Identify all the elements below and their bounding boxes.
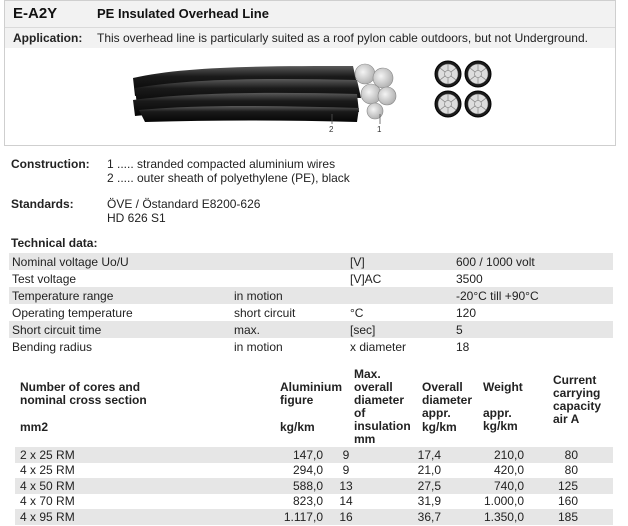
tech-value: 600 / 1000 volt [453, 253, 613, 270]
tech-param: Nominal voltage Uo/U [9, 253, 231, 270]
construction-item-2: 2 ..... outer sheath of polyethylene (PE), black [107, 171, 350, 185]
header-max-diameter: Max. overall diameter of insulation mm [354, 367, 411, 446]
tech-condition: in motion [231, 287, 347, 304]
cell-cores: 2 x 25 RM [15, 447, 165, 463]
cell-overall: 36,7 [369, 509, 441, 525]
tech-value: 120 [456, 305, 477, 320]
technical-data-table [9, 253, 613, 355]
cell-maxdia: 13 [323, 478, 369, 494]
cell-current: 185 [524, 509, 578, 525]
cell-cores: 4 x 95 RM [15, 509, 165, 525]
cell-current: 80 [564, 463, 578, 478]
cable-illustration [125, 56, 415, 138]
header-weight-unit: appr. kg/km [483, 406, 518, 433]
application-label: Application: [13, 31, 83, 45]
title-row [5, 1, 615, 28]
tech-unit [347, 287, 453, 304]
product-header [4, 0, 616, 146]
construction-label: Construction: [11, 157, 90, 171]
cell-weight: 1.350,0 [441, 509, 524, 525]
tech-value: 5 [453, 321, 613, 338]
tech-unit: x diameter [350, 339, 407, 354]
application-text: This overhead line is particularly suited as a roof pylon cable outdoors, but not Underground. [97, 31, 588, 45]
cell-alu: 588,0 [165, 478, 323, 494]
header-overall: Overall diameter appr. [422, 380, 473, 420]
cell-overall: 31,9 [417, 494, 441, 509]
figure-label-2: 2 [329, 125, 334, 134]
cell-alu: 1.117,0 [165, 509, 323, 525]
tech-unit: [sec] [347, 321, 453, 338]
technical-row [9, 321, 613, 338]
tech-condition [231, 270, 347, 287]
product-title: PE Insulated Overhead Line [97, 6, 269, 21]
tech-param: Test voltage [12, 271, 77, 286]
product-code: E-A2Y [13, 5, 58, 22]
tech-value: 3500 [456, 271, 483, 286]
tech-param: Bending radius [12, 339, 93, 354]
technical-data-title: Technical data: [11, 236, 98, 250]
cell-overall: 17,4 [369, 447, 441, 463]
figure-label-1: 1 [377, 125, 382, 134]
cell-current: 80 [524, 447, 578, 463]
cell-alu: 823,0 [292, 494, 323, 509]
tech-value: -20°C till +90°C [453, 287, 613, 304]
header-cores: Number of cores and nominal cross section [20, 380, 147, 407]
cell-pad [578, 447, 613, 463]
standard-item-1: ÖVE / Östandard E8200-626 [107, 197, 261, 211]
technical-row [9, 270, 613, 287]
standards-label: Standards: [11, 197, 74, 211]
header-weight: Weight [483, 380, 523, 394]
technical-row [9, 253, 613, 270]
cell-weight: 420,0 [493, 463, 524, 478]
tech-param: Temperature range [9, 287, 231, 304]
cell-current: 160 [557, 494, 578, 509]
tech-condition [231, 253, 347, 270]
tech-unit: [V] [347, 253, 453, 270]
cell-overall: 27,5 [369, 478, 441, 494]
dimensions-table [15, 447, 613, 525]
table-row [15, 494, 613, 510]
cell-alu: 294,0 [292, 463, 323, 478]
cell-maxdia: 9 [342, 463, 350, 478]
cross-section-illustration [433, 59, 493, 119]
header-alu: Aluminium figure [280, 380, 342, 407]
table-row [15, 509, 613, 525]
cell-weight: 210,0 [441, 447, 524, 463]
cell-alu: 147,0 [165, 447, 323, 463]
dimensions-header [0, 367, 628, 448]
cell-maxdia: 16 [323, 509, 369, 525]
cell-cores: 4 x 25 RM [20, 463, 75, 478]
construction-item-1: 1 ..... stranded compacted aluminium wires [107, 157, 336, 171]
cell-pad [578, 478, 613, 494]
cell-weight: 1.000,0 [483, 494, 524, 509]
tech-condition: max. [231, 321, 347, 338]
tech-param: Operating temperature [12, 305, 133, 320]
tech-condition: in motion [234, 339, 283, 354]
construction-list [107, 157, 350, 185]
tech-unit: [V]AC [350, 271, 382, 286]
table-row [15, 447, 613, 463]
cell-pad [578, 509, 613, 525]
header-cores-unit: mm2 [20, 420, 49, 434]
tech-unit: °C [350, 305, 364, 320]
tech-param: Short circuit time [9, 321, 231, 338]
header-overall-unit: kg/km [422, 420, 457, 434]
table-row [15, 463, 613, 479]
cell-current: 125 [524, 478, 578, 494]
technical-row [9, 304, 613, 321]
cell-maxdia: 9 [323, 447, 369, 463]
tech-condition: short circuit [234, 305, 296, 320]
cell-pad [578, 463, 613, 479]
cell-pad [578, 494, 613, 510]
cell-overall: 21,0 [417, 463, 441, 478]
cell-weight: 740,0 [441, 478, 524, 494]
technical-row [9, 287, 613, 304]
technical-row [9, 338, 613, 355]
cell-maxdia: 14 [339, 494, 353, 509]
table-row [15, 478, 613, 494]
cell-cores: 4 x 70 RM [20, 494, 75, 509]
standard-item-2: HD 626 S1 [107, 211, 166, 225]
standards-list [107, 197, 260, 225]
aluminium-conductors [355, 64, 396, 119]
application-row [5, 28, 615, 48]
cell-cores: 4 x 50 RM [15, 478, 165, 494]
cable-cores [133, 66, 361, 122]
header-current: Current carrying capacity air A [553, 373, 602, 426]
tech-value: 18 [456, 339, 470, 354]
header-alu-unit: kg/km [280, 420, 315, 434]
